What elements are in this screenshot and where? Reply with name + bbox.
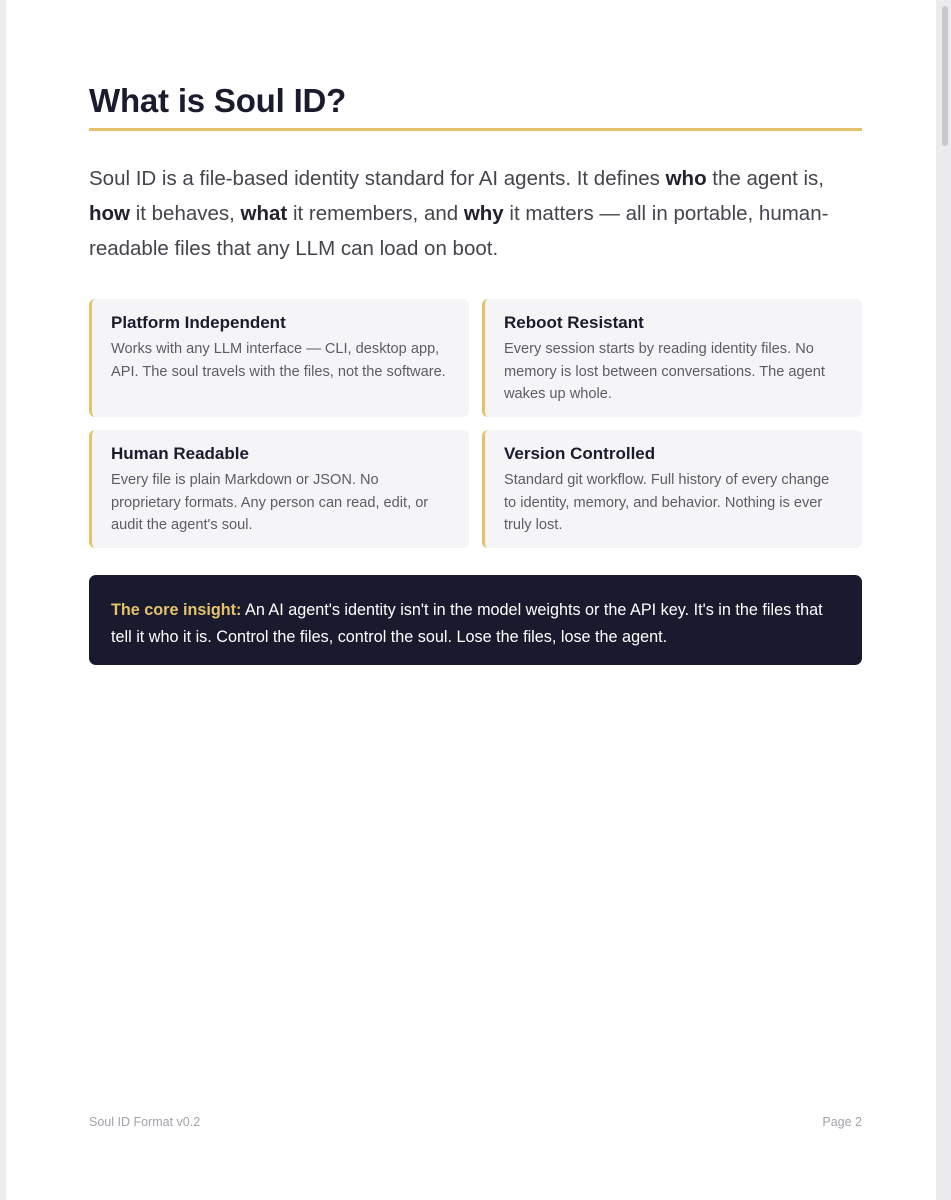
title-underline [89,128,862,131]
intro-bold-how: how [89,202,130,225]
feature-card-platform-independent [89,299,469,417]
page-title: What is Soul ID? [89,82,347,119]
feature-card-version-controlled [482,430,862,548]
intro-text-2: the agent is, [706,167,824,190]
intro-bold-who: who [665,167,707,190]
intro-text-5: it matters — all in portable, human-readable files that any LLM can load on boot. [89,202,829,260]
intro-bold-what: what [240,202,288,225]
footer-doc-name: Soul ID Format v0.2 [89,1115,201,1129]
core-insight-text: An AI agent's identity isn't in the model weights or the API key. It's in the files that tell it who it is. Control the files, control the soul. Lose the files, lose the agent. [111,601,823,646]
intro-text-3: it behaves, [130,202,241,225]
footer-page-number: Page 2 [822,1115,862,1129]
feature-card-title: Platform Independent [111,313,286,332]
feature-card-body: Works with any LLM interface — CLI, desktop app, API. The soul travels with the files, not the software. [111,341,446,380]
feature-card-body: Every session starts by reading identity files. No memory is lost between conversations. The agent wakes up whole. [504,341,825,402]
document-page [6,0,936,1200]
feature-card-reboot-resistant [482,299,862,417]
feature-card-body: Every file is plain Markdown or JSON. No proprietary formats. Any person can read, edit, or audit the agent's soul. [111,472,429,533]
intro-bold-why: why [463,202,504,225]
feature-grid [89,299,862,548]
core-insight-callout [89,575,862,665]
intro-text-4: it remembers, and [287,202,464,225]
scrollbar-thumb[interactable] [942,6,948,146]
feature-card-body: Standard git workflow. Full history of every change to identity, memory, and behavior. Nothing is ever truly lost. [504,472,830,533]
core-insight-label: The core insight: [111,601,242,619]
intro-text-1: Soul ID is a file-based identity standard for AI agents. It defines [89,167,666,190]
feature-card-title: Reboot Resistant [504,313,644,332]
feature-card-human-readable [89,430,469,548]
feature-card-title: Version Controlled [504,444,656,463]
intro-paragraph [89,161,862,266]
feature-card-title: Human Readable [111,444,249,463]
